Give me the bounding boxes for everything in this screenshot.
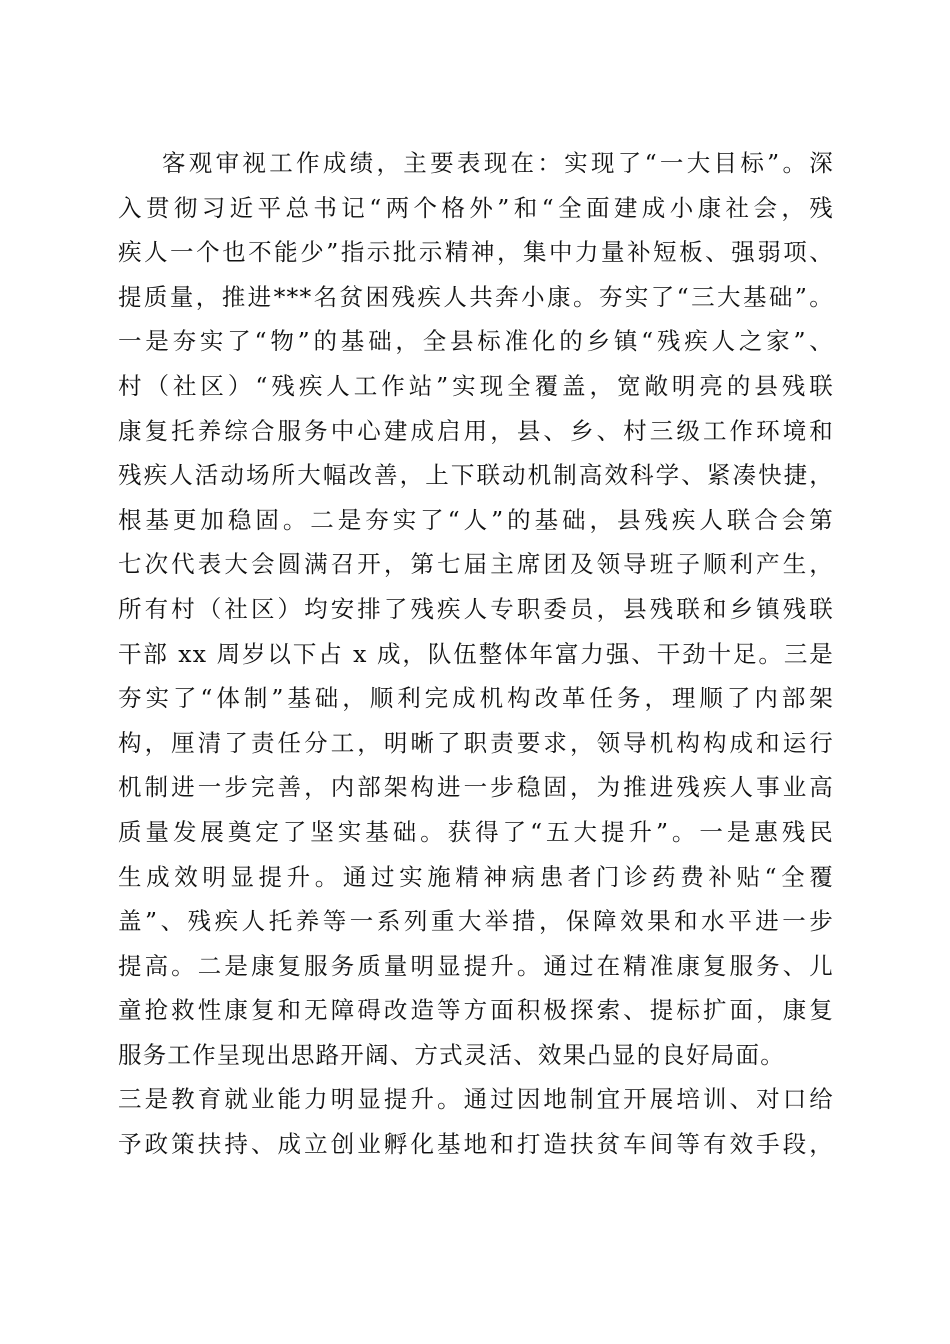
paragraph-line: 疾人一个也不能少”指示批示精神，集中力量补短板、强弱项、 [118, 238, 834, 267]
paragraph-line: 所有村（社区）均安排了残疾人专职委员，县残联和乡镇残联 [118, 594, 834, 623]
paragraph-line: 三是教育就业能力明显提升。通过因地制宜开展培训、对口给 [118, 1085, 834, 1114]
paragraph-line: 夯实了“体制”基础，顺利完成机构改革任务，理顺了内部架 [118, 684, 834, 713]
paragraph-line: 质量发展奠定了坚实基础。获得了“五大提升”。一是惠残民 [118, 817, 834, 846]
body-paragraph [118, 141, 834, 1167]
paragraph-line: 七次代表大会圆满召开，第七届主席团及领导班子顺利产生， [118, 550, 834, 579]
paragraph-line: 干部 xx 周岁以下占 x 成，队伍整体年富力强、干劲十足。三是 [118, 639, 834, 668]
paragraph-line: 根基更加稳固。二是夯实了“人”的基础，县残疾人联合会第 [118, 505, 834, 534]
paragraph-line: 服务工作呈现出思路开阔、方式灵活、效果凸显的良好局面。 [118, 1040, 785, 1069]
paragraph-line: 残疾人活动场所大幅改善，上下联动机制高效科学、紧凑快捷， [118, 461, 834, 490]
paragraph-line: 客观审视工作成绩，主要表现在：实现了“一大目标”。深 [162, 149, 834, 177]
paragraph-line: 盖”、残疾人托养等一系列重大举措，保障效果和水平进一步 [118, 907, 834, 936]
paragraph-line: 提高。二是康复服务质量明显提升。通过在精准康复服务、儿 [118, 951, 834, 980]
paragraph-line: 予政策扶持、成立创业孵化基地和打造扶贫车间等有效手段， [118, 1130, 834, 1159]
paragraph-line: 一是夯实了“物”的基础，全县标准化的乡镇“残疾人之家”、 [118, 327, 834, 356]
paragraph-line: 机制进一步完善，内部架构进一步稳固，为推进残疾人事业高 [118, 773, 834, 802]
paragraph-line: 提质量，推进***名贫困残疾人共奔小康。夯实了“三大基础”。 [118, 282, 834, 311]
paragraph-line: 村（社区）“残疾人工作站”实现全覆盖，宽敞明亮的县残联 [118, 371, 834, 400]
paragraph-line: 生成效明显提升。通过实施精神病患者门诊药费补贴“全覆 [118, 862, 834, 891]
paragraph-line: 康复托养综合服务中心建成启用，县、乡、村三级工作环境和 [118, 416, 834, 445]
paragraph-line: 入贯彻习近平总书记“两个格外”和“全面建成小康社会，残 [118, 193, 834, 222]
paragraph-line: 构，厘清了责任分工，明晰了职责要求，领导机构构成和运行 [118, 728, 834, 757]
paragraph-line: 童抢救性康复和无障碍改造等方面积极探索、提标扩面，康复 [118, 996, 834, 1025]
